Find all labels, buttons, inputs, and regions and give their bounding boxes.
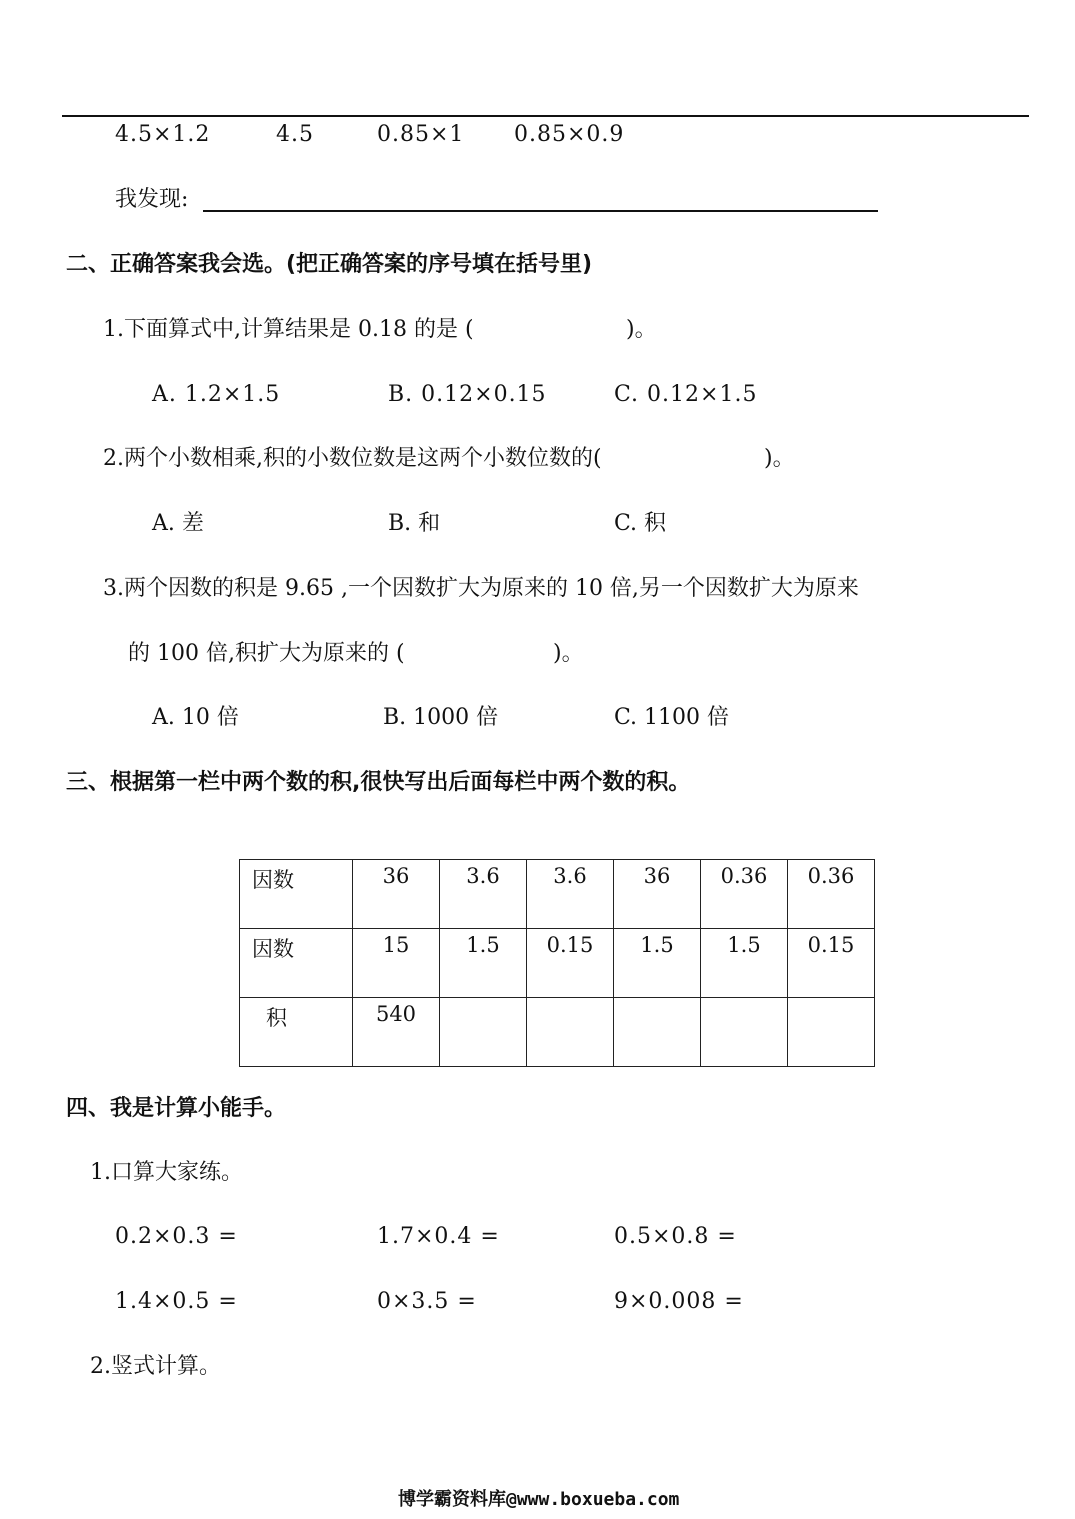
q1-option-c: C. 0.12×1.5	[614, 382, 758, 407]
table-cell: 1.5	[440, 929, 527, 998]
calc-4: 1.4×0.5 =	[115, 1289, 238, 1314]
table-cell: 540	[353, 998, 440, 1067]
q3-option-c: C. 1100 倍	[614, 705, 730, 730]
q2-stem: 2.两个小数相乘,积的小数位数是这两个小数位数的(	[103, 446, 602, 471]
table-cell: 36	[353, 860, 440, 929]
table-cell: 3.6	[527, 860, 614, 929]
table-cell: 0.15	[788, 929, 875, 998]
factor-table	[239, 859, 875, 1067]
q3-option-a: A. 10 倍	[152, 705, 239, 730]
table-cell: 积	[240, 998, 353, 1067]
answer-cell[interactable]	[527, 998, 614, 1067]
answer-cell[interactable]	[788, 998, 875, 1067]
table-cell: 1.5	[701, 929, 788, 998]
q2-option-c: C. 积	[614, 511, 667, 536]
top-item-4: 0.85×0.9	[514, 122, 625, 147]
q2-close: )。	[764, 446, 795, 471]
q3-stem-line1: 3.两个因数的积是 9.65 ,一个因数扩大为原来的 10 倍,另一个因数扩大为原来	[103, 576, 859, 601]
calc-2: 1.7×0.4 =	[377, 1224, 500, 1249]
top-rule	[62, 115, 1029, 117]
section4-title: 四、我是计算小能手。	[66, 1096, 287, 1121]
footer-watermark: 博学霸资料库@www.boxueba.com	[398, 1489, 680, 1510]
q2-option-a: A. 差	[152, 511, 204, 536]
sub1-title: 1.口算大家练。	[90, 1160, 243, 1185]
q3-option-b: B. 1000 倍	[383, 705, 499, 730]
answer-cell[interactable]	[614, 998, 701, 1067]
q1-stem: 1.下面算式中,计算结果是 0.18 的是 (	[103, 317, 474, 342]
q1-option-a: A. 1.2×1.5	[152, 382, 281, 407]
table-row-factor1	[240, 860, 875, 929]
discover-answer-line[interactable]	[203, 210, 878, 212]
calc-3: 0.5×0.8 =	[614, 1224, 737, 1249]
table-cell: 因数	[240, 860, 353, 929]
q3-close: )。	[553, 641, 584, 666]
answer-cell[interactable]	[440, 998, 527, 1067]
top-item-2: 4.5	[276, 122, 314, 147]
table-cell: 0.36	[701, 860, 788, 929]
sub2-title: 2.竖式计算。	[90, 1354, 221, 1379]
table-cell: 因数	[240, 929, 353, 998]
table-row-factor2	[240, 929, 875, 998]
top-item-3: 0.85×1	[377, 122, 465, 147]
q2-option-b: B. 和	[388, 511, 441, 536]
top-item-1: 4.5×1.2	[115, 122, 211, 147]
table-cell: 0.36	[788, 860, 875, 929]
discover-label: 我发现:	[115, 187, 189, 212]
table-cell: 36	[614, 860, 701, 929]
table-row-product	[240, 998, 875, 1067]
q1-option-b: B. 0.12×0.15	[388, 382, 547, 407]
calc-6: 9×0.008 =	[614, 1289, 744, 1314]
q3-stem-line2: 的 100 倍,积扩大为原来的 (	[128, 641, 405, 666]
answer-cell[interactable]	[701, 998, 788, 1067]
table-cell: 1.5	[614, 929, 701, 998]
table-cell: 3.6	[440, 860, 527, 929]
q1-close: )。	[626, 317, 657, 342]
table-cell: 0.15	[527, 929, 614, 998]
calc-5: 0×3.5 =	[377, 1289, 477, 1314]
calc-1: 0.2×0.3 =	[115, 1224, 238, 1249]
section2-title: 二、正确答案我会选。(把正确答案的序号填在括号里)	[66, 252, 593, 277]
table-cell: 15	[353, 929, 440, 998]
section3-title: 三、根据第一栏中两个数的积,很快写出后面每栏中两个数的积。	[66, 770, 691, 795]
